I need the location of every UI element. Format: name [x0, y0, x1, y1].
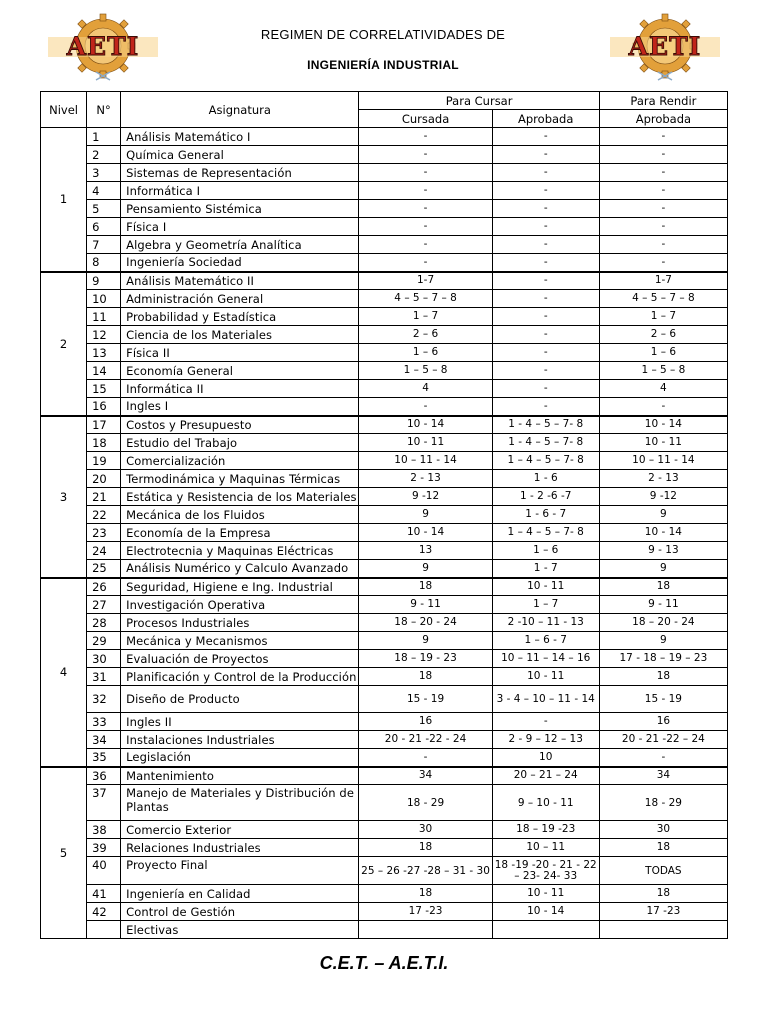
rendir-aprobada-value: 15 - 19 [599, 686, 727, 713]
cursar-cursada-value: 18 [359, 885, 492, 903]
cursar-cursada-value: 17 -23 [359, 903, 492, 921]
table-row [41, 254, 728, 272]
subject-name: Ingles II [121, 713, 359, 731]
rendir-aprobada-value: 18 – 20 - 24 [599, 614, 727, 632]
cursar-cursada-value: 2 – 6 [359, 326, 492, 344]
table-row [41, 542, 728, 560]
cursar-aprobada-value: 1 – 7 [492, 596, 599, 614]
subject-number: 26 [87, 578, 121, 596]
rendir-aprobada-value: 18 - 29 [599, 785, 727, 821]
table-row [41, 434, 728, 452]
subject-name: Relaciones Industriales [121, 839, 359, 857]
subject-name: Física I [121, 218, 359, 236]
subject-name: Mecánica y Mecanismos [121, 632, 359, 650]
cursar-aprobada-value: - [492, 290, 599, 308]
cursar-aprobada-value [492, 921, 599, 939]
document-title-line1: REGIMEN DE CORRELATIVIDADES DE [260, 27, 506, 42]
rendir-aprobada-value: 1-7 [599, 272, 727, 290]
rendir-aprobada-value: 1 – 5 – 8 [599, 362, 727, 380]
subject-number: 20 [87, 470, 121, 488]
rendir-aprobada-value: - [599, 146, 727, 164]
cursar-cursada-value: - [359, 146, 492, 164]
cursar-cursada-value: 9 [359, 632, 492, 650]
cursar-cursada-value: 10 – 11 - 14 [359, 452, 492, 470]
rendir-aprobada-value: 2 – 6 [599, 326, 727, 344]
cursar-cursada-value: 1-7 [359, 272, 492, 290]
rendir-aprobada-value: - [599, 218, 727, 236]
rendir-aprobada-value: - [599, 182, 727, 200]
subject-name: Costos y Presupuesto [121, 416, 359, 434]
cursar-cursada-value: - [359, 236, 492, 254]
table-row [41, 821, 728, 839]
rendir-aprobada-value: 9 - 13 [599, 542, 727, 560]
subject-name: Análisis Matemático I [121, 128, 359, 146]
rendir-aprobada-value: - [599, 254, 727, 272]
cursar-aprobada-value: 18 – 19 -23 [492, 821, 599, 839]
rendir-aprobada-value: - [599, 164, 727, 182]
header-numero: N° [87, 92, 121, 128]
rendir-aprobada-value: 18 [599, 839, 727, 857]
cursar-cursada-value: - [359, 218, 492, 236]
rendir-aprobada-value: 9 - 11 [599, 596, 727, 614]
cursar-cursada-value: 18 – 19 - 23 [359, 650, 492, 668]
cursar-aprobada-value: - [492, 362, 599, 380]
table-row [41, 200, 728, 218]
subject-number: 7 [87, 236, 121, 254]
cursar-cursada-value: 16 [359, 713, 492, 731]
cursar-cursada-value: 1 – 5 – 8 [359, 362, 492, 380]
table-row [41, 839, 728, 857]
cursar-aprobada-value: - [492, 713, 599, 731]
cursar-cursada-value: - [359, 254, 492, 272]
subject-name: Proyecto Final [121, 857, 359, 885]
cursar-aprobada-value: 10 [492, 749, 599, 767]
table-row [41, 903, 728, 921]
header-para-rendir: Para Rendir [599, 92, 727, 110]
subject-name: Instalaciones Industriales [121, 731, 359, 749]
cursar-aprobada-value: - [492, 146, 599, 164]
table-row [41, 560, 728, 578]
rendir-aprobada-value: 17 - 18 – 19 – 23 [599, 650, 727, 668]
table-row [41, 452, 728, 470]
cursar-cursada-value: 9 - 11 [359, 596, 492, 614]
rendir-aprobada-value: 4 – 5 – 7 – 8 [599, 290, 727, 308]
subject-name: Investigación Operativa [121, 596, 359, 614]
rendir-aprobada-value: 1 – 6 [599, 344, 727, 362]
cursar-cursada-value: - [359, 398, 492, 416]
subject-number: 2 [87, 146, 121, 164]
cursar-cursada-value: - [359, 164, 492, 182]
cursar-cursada-value: 1 – 6 [359, 344, 492, 362]
header-asignatura: Asignatura [121, 92, 359, 128]
subject-number: 15 [87, 380, 121, 398]
subject-number: 30 [87, 650, 121, 668]
subject-number: 5 [87, 200, 121, 218]
subject-number: 27 [87, 596, 121, 614]
subject-number: 31 [87, 668, 121, 686]
subject-number: 4 [87, 182, 121, 200]
table-row [41, 686, 728, 713]
subject-number: 12 [87, 326, 121, 344]
cursar-aprobada-value: - [492, 128, 599, 146]
cursar-aprobada-value: 10 - 11 [492, 668, 599, 686]
header-rendir-aprobada: Aprobada [599, 110, 727, 128]
cursar-aprobada-value: 10 - 11 [492, 578, 599, 596]
subject-number: 24 [87, 542, 121, 560]
cursar-aprobada-value: 1 - 4 – 5 – 7- 8 [492, 416, 599, 434]
cursar-cursada-value: 18 [359, 668, 492, 686]
aeti-logo-right [606, 10, 724, 84]
subject-number: 18 [87, 434, 121, 452]
subject-name: Ciencia de los Materiales [121, 326, 359, 344]
table-row [41, 290, 728, 308]
cursar-aprobada-value: 1 – 4 – 5 – 7- 8 [492, 524, 599, 542]
cursar-cursada-value [359, 921, 492, 939]
rendir-aprobada-value: 18 [599, 578, 727, 596]
subject-name: Probabilidad y Estadística [121, 308, 359, 326]
cursar-aprobada-value: - [492, 200, 599, 218]
subject-name: Evaluación de Proyectos [121, 650, 359, 668]
cursar-aprobada-value: - [492, 254, 599, 272]
cursar-aprobada-value: 1 – 6 [492, 542, 599, 560]
footer-signature: C.E.T. – A.E.T.I. [319, 953, 449, 973]
cursar-aprobada-value: 18 -19 -20 - 21 - 22 – 23- 24- 33 [492, 857, 599, 885]
subject-number: 39 [87, 839, 121, 857]
rendir-aprobada-value: 4 [599, 380, 727, 398]
table-row [41, 272, 728, 290]
cursar-cursada-value: 2 - 13 [359, 470, 492, 488]
subject-number: 35 [87, 749, 121, 767]
subject-name: Estática y Resistencia de los Materiales [121, 488, 359, 506]
table-row [41, 218, 728, 236]
rendir-aprobada-value: 18 [599, 668, 727, 686]
table-row [41, 650, 728, 668]
table-row [41, 614, 728, 632]
cursar-cursada-value: 4 – 5 – 7 – 8 [359, 290, 492, 308]
subject-number: 36 [87, 767, 121, 785]
rendir-aprobada-value: 10 - 14 [599, 524, 727, 542]
subject-number: 10 [87, 290, 121, 308]
rendir-aprobada-value: 9 [599, 632, 727, 650]
cursar-aprobada-value: 2 -10 – 11 - 13 [492, 614, 599, 632]
rendir-aprobada-value: 10 - 14 [599, 416, 727, 434]
cursar-cursada-value: 30 [359, 821, 492, 839]
table-row [41, 596, 728, 614]
cursar-aprobada-value: 9 – 10 - 11 [492, 785, 599, 821]
header-nivel: Nivel [41, 92, 87, 128]
rendir-aprobada-value: 9 [599, 506, 727, 524]
table-row [41, 632, 728, 650]
cursar-aprobada-value: - [492, 326, 599, 344]
table-row [41, 416, 728, 434]
cursar-cursada-value: 10 - 14 [359, 524, 492, 542]
subject-number: 3 [87, 164, 121, 182]
subject-name: Comercialización [121, 452, 359, 470]
table-row [41, 731, 728, 749]
subject-name: Termodinámica y Maquinas Térmicas [121, 470, 359, 488]
cursar-cursada-value: - [359, 128, 492, 146]
cursar-aprobada-value: 10 – 11 [492, 839, 599, 857]
cursar-cursada-value: 10 - 14 [359, 416, 492, 434]
cursar-aprobada-value: 1 – 4 – 5 – 7- 8 [492, 452, 599, 470]
table-row [41, 146, 728, 164]
cursar-cursada-value: 15 - 19 [359, 686, 492, 713]
rendir-aprobada-value: 1 – 7 [599, 308, 727, 326]
rendir-aprobada-value: 10 – 11 - 14 [599, 452, 727, 470]
rendir-aprobada-value: 2 - 13 [599, 470, 727, 488]
cursar-aprobada-value: - [492, 380, 599, 398]
rendir-aprobada-value: 16 [599, 713, 727, 731]
subject-name: Diseño de Producto [121, 686, 359, 713]
subject-number: 33 [87, 713, 121, 731]
subject-name: Informática I [121, 182, 359, 200]
rendir-aprobada-value: 9 [599, 560, 727, 578]
table-row [41, 128, 728, 146]
subject-number: 1 [87, 128, 121, 146]
table-row [41, 749, 728, 767]
subject-name: Planificación y Control de la Producción [121, 668, 359, 686]
subject-name: Mantenimiento [121, 767, 359, 785]
cursar-cursada-value: 18 [359, 839, 492, 857]
header-para-cursar: Para Cursar [359, 92, 599, 110]
table-row [41, 308, 728, 326]
subject-name: Control de Gestión [121, 903, 359, 921]
subject-number: 25 [87, 560, 121, 578]
header-aprobada: Aprobada [492, 110, 599, 128]
cursar-aprobada-value: 10 – 11 – 14 – 16 [492, 650, 599, 668]
cursar-cursada-value: 9 [359, 560, 492, 578]
subject-number: 32 [87, 686, 121, 713]
subject-name: Electrotecnia y Maquinas Eléctricas [121, 542, 359, 560]
table-row [41, 398, 728, 416]
table-row [41, 326, 728, 344]
subject-number: 9 [87, 272, 121, 290]
cursar-aprobada-value: 1 - 2 -6 -7 [492, 488, 599, 506]
table-row [41, 885, 728, 903]
table-row [41, 344, 728, 362]
subject-name: Física II [121, 344, 359, 362]
table-row [41, 164, 728, 182]
cursar-aprobada-value: 1 - 6 [492, 470, 599, 488]
subject-name: Algebra y Geometría Analítica [121, 236, 359, 254]
subject-name: Ingles I [121, 398, 359, 416]
subject-name: Ingeniería en Calidad [121, 885, 359, 903]
table-row [41, 578, 728, 596]
subject-number [87, 921, 121, 939]
rendir-aprobada-value: - [599, 200, 727, 218]
logo-text: AETI [66, 32, 140, 61]
header-cursada: Cursada [359, 110, 492, 128]
subject-number: 38 [87, 821, 121, 839]
rendir-aprobada-value: 18 [599, 885, 727, 903]
rendir-aprobada-value: 17 -23 [599, 903, 727, 921]
table-row [41, 785, 728, 821]
level-cell: 5 [41, 767, 87, 939]
subject-name: Economía de la Empresa [121, 524, 359, 542]
cursar-cursada-value: 9 [359, 506, 492, 524]
cursar-aprobada-value: 10 - 14 [492, 903, 599, 921]
table-row [41, 488, 728, 506]
subject-name: Electivas [121, 921, 359, 939]
table-row [41, 668, 728, 686]
subject-name: Ingeniería Sociedad [121, 254, 359, 272]
subject-number: 41 [87, 885, 121, 903]
table-row [41, 767, 728, 785]
subject-name: Economía General [121, 362, 359, 380]
rendir-aprobada-value: - [599, 749, 727, 767]
cursar-cursada-value: 9 -12 [359, 488, 492, 506]
rendir-aprobada-value: 9 -12 [599, 488, 727, 506]
subject-number: 13 [87, 344, 121, 362]
cursar-cursada-value: 13 [359, 542, 492, 560]
cursar-cursada-value: - [359, 749, 492, 767]
level-cell: 1 [41, 128, 87, 272]
subject-name: Informática II [121, 380, 359, 398]
subject-name: Procesos Industriales [121, 614, 359, 632]
cursar-cursada-value: 10 - 11 [359, 434, 492, 452]
table-row [41, 921, 728, 939]
rendir-aprobada-value: 30 [599, 821, 727, 839]
subject-number: 21 [87, 488, 121, 506]
cursar-cursada-value: - [359, 182, 492, 200]
cursar-aprobada-value: - [492, 218, 599, 236]
cursar-cursada-value: 25 – 26 -27 -28 – 31 - 30 [359, 857, 492, 885]
cursar-cursada-value: 18 - 29 [359, 785, 492, 821]
cursar-cursada-value: 18 [359, 578, 492, 596]
subject-number: 11 [87, 308, 121, 326]
subject-name: Seguridad, Higiene e Ing. Industrial [121, 578, 359, 596]
cursar-aprobada-value: - [492, 308, 599, 326]
subject-name: Administración General [121, 290, 359, 308]
subject-name: Sistemas de Representación [121, 164, 359, 182]
subject-number: 37 [87, 785, 121, 821]
subject-name: Comercio Exterior [121, 821, 359, 839]
subject-number: 17 [87, 416, 121, 434]
level-cell: 4 [41, 578, 87, 767]
subject-number: 22 [87, 506, 121, 524]
table-row [41, 857, 728, 885]
subject-name: Manejo de Materiales y Distribución de Plantas [121, 785, 359, 821]
cursar-cursada-value: 18 – 20 - 24 [359, 614, 492, 632]
subject-name: Análisis Matemático II [121, 272, 359, 290]
subject-name: Legislación [121, 749, 359, 767]
subject-number: 19 [87, 452, 121, 470]
subject-number: 8 [87, 254, 121, 272]
cursar-aprobada-value: 1 - 7 [492, 560, 599, 578]
subject-number: 34 [87, 731, 121, 749]
subject-number: 14 [87, 362, 121, 380]
cursar-aprobada-value: - [492, 398, 599, 416]
rendir-aprobada-value: - [599, 398, 727, 416]
cursar-aprobada-value: 1 - 4 – 5 – 7- 8 [492, 434, 599, 452]
cursar-aprobada-value: 1 – 6 - 7 [492, 632, 599, 650]
subject-name: Mecánica de los Fluidos [121, 506, 359, 524]
rendir-aprobada-value: 34 [599, 767, 727, 785]
cursar-cursada-value: - [359, 200, 492, 218]
cursar-aprobada-value: 10 - 11 [492, 885, 599, 903]
cursar-cursada-value: 1 – 7 [359, 308, 492, 326]
cursar-aprobada-value: 2 - 9 – 12 – 13 [492, 731, 599, 749]
table-row [41, 182, 728, 200]
cursar-aprobada-value: - [492, 344, 599, 362]
logo-text: AETI [628, 32, 702, 61]
rendir-aprobada-value: - [599, 128, 727, 146]
table-row [41, 362, 728, 380]
subject-name: Química General [121, 146, 359, 164]
table-row [41, 506, 728, 524]
rendir-aprobada-value: 10 - 11 [599, 434, 727, 452]
subject-number: 23 [87, 524, 121, 542]
table-row [41, 713, 728, 731]
subject-number: 29 [87, 632, 121, 650]
table-row [41, 524, 728, 542]
correlatividades-table [40, 91, 728, 939]
subject-number: 6 [87, 218, 121, 236]
cursar-aprobada-value: 20 – 21 – 24 [492, 767, 599, 785]
level-cell: 3 [41, 416, 87, 578]
cursar-aprobada-value: - [492, 164, 599, 182]
table-row [41, 236, 728, 254]
rendir-aprobada-value: TODAS [599, 857, 727, 885]
rendir-aprobada-value: 20 - 21 -22 – 24 [599, 731, 727, 749]
subject-name: Pensamiento Sistémica [121, 200, 359, 218]
cursar-aprobada-value: 1 - 6 - 7 [492, 506, 599, 524]
table-row [41, 380, 728, 398]
cursar-cursada-value: 20 - 21 -22 - 24 [359, 731, 492, 749]
cursar-aprobada-value: - [492, 236, 599, 254]
rendir-aprobada-value: - [599, 236, 727, 254]
document-title-line2: INGENIERÍA INDUSTRIAL [307, 58, 459, 72]
subject-name: Estudio del Trabajo [121, 434, 359, 452]
aeti-logo-left [44, 10, 162, 84]
rendir-aprobada-value [599, 921, 727, 939]
cursar-cursada-value: 4 [359, 380, 492, 398]
subject-name: Análisis Numérico y Calculo Avanzado [121, 560, 359, 578]
cursar-aprobada-value: 3 - 4 – 10 – 11 - 14 [492, 686, 599, 713]
cursar-cursada-value: 34 [359, 767, 492, 785]
subject-number: 16 [87, 398, 121, 416]
subject-number: 42 [87, 903, 121, 921]
subject-number: 40 [87, 857, 121, 885]
level-cell: 2 [41, 272, 87, 416]
cursar-aprobada-value: - [492, 272, 599, 290]
table-row [41, 470, 728, 488]
cursar-aprobada-value: - [492, 182, 599, 200]
subject-number: 28 [87, 614, 121, 632]
